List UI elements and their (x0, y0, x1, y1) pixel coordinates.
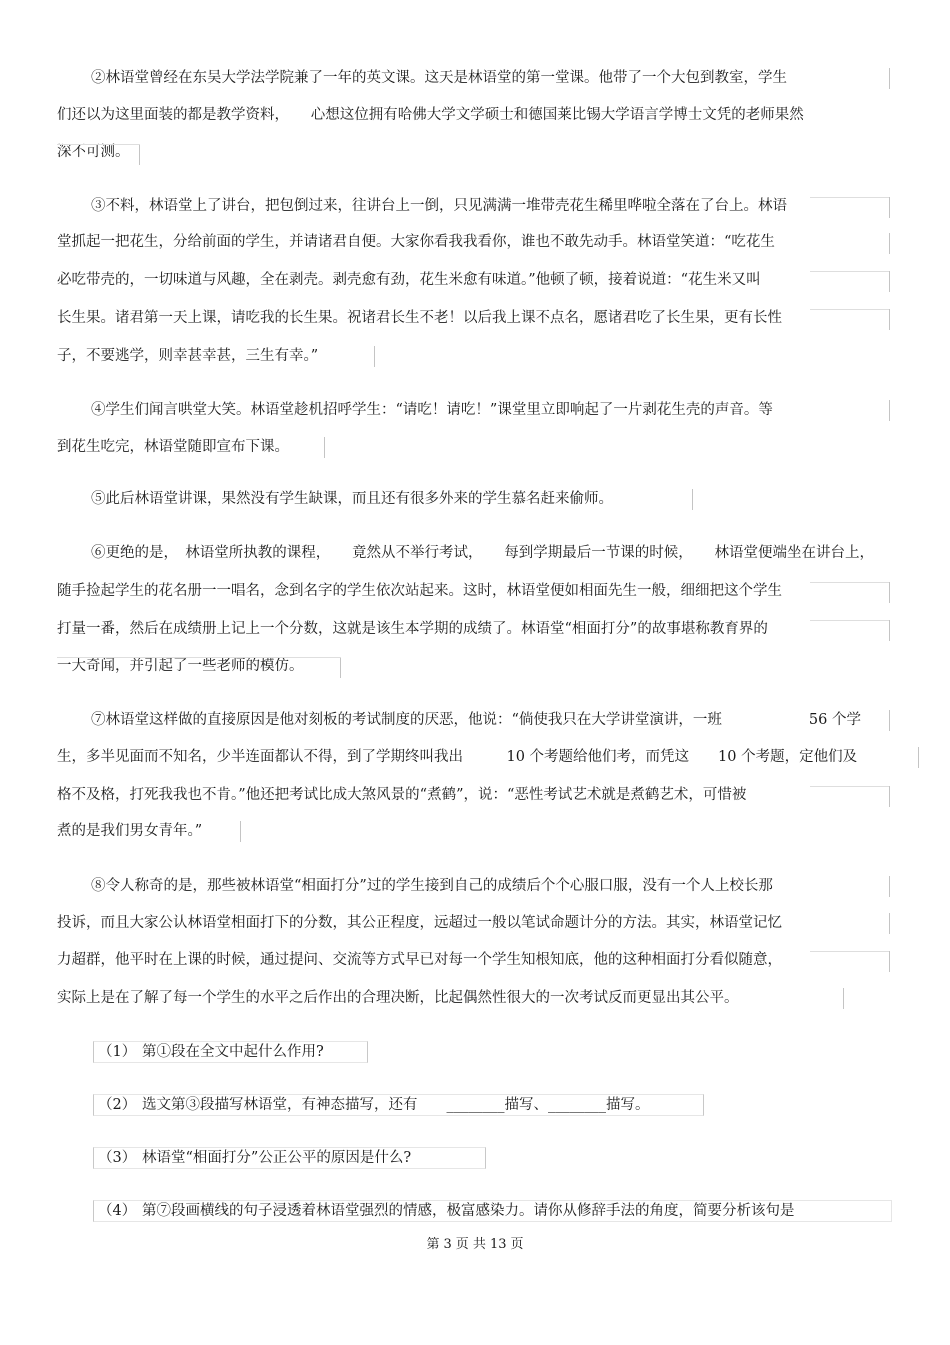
question-1 (93, 1041, 368, 1063)
text-line: 生，多半见面而不知名，少半连面都认不得，到了学期终叫我出 10 个考题给他们考，而凭这 10 个考题，定他们及 (57, 749, 858, 765)
question-number: （4） (98, 1203, 137, 1219)
text-line: 打量一番，然后在成绩册上记上一个分数，这就是该生本学期的成绩了。林语堂“相面打分”的故事堪称教育界的 (57, 621, 768, 637)
line-border (57, 657, 341, 658)
text-line: 必吃带壳的，一切味道与风趣，全在剥壳。剥壳愈有劲，花生米愈有味道。”他顿了顿，接着说道：“花生米又叫 (57, 272, 761, 288)
line-border (57, 144, 140, 145)
line-border (810, 271, 890, 272)
page-number: 3 (443, 1237, 452, 1252)
text-line: 长生果。诸君第一天上课，请吃我的长生果。祝诸君长生不老！以后我上课不点名，愿诸君吃了长生果，更有长性 (57, 310, 782, 326)
line-border (889, 710, 890, 731)
text-line: ④学生们闻言哄堂大笑。林语堂趁机招呼学生：“请吃！请吃！”课堂里立即响起了一片剥花生壳的声音。等 (91, 402, 773, 418)
question-4 (93, 1200, 892, 1222)
line-border (918, 747, 919, 768)
line-border (810, 197, 890, 198)
question-text: 选文第③段描写林语堂，有神态描写，还有 ________描写、________描写。 (142, 1097, 650, 1113)
line-border (692, 489, 693, 510)
line-border (889, 582, 890, 603)
line-border (139, 144, 140, 165)
line-border (889, 913, 890, 934)
question-text: 林语堂“相面打分”公正公平的原因是什么? (142, 1150, 412, 1166)
text-line: ③不料，林语堂上了讲台，把包倒过来，往讲台上一倒，只见满满一堆带壳花生稀里哗啦全落在了台上。林语 (91, 198, 787, 214)
page-footer (0, 1236, 950, 1254)
footer-prefix: 第 (426, 1237, 440, 1252)
question-number: （2） (98, 1097, 137, 1113)
line-border (810, 620, 890, 621)
text-line: 格不及格，打死我我也不肯。”他还把考试比成大煞风景的“煮鹤”，说：“恶性考试艺术就是煮鹤艺术，可惜被 (57, 787, 747, 803)
line-border (843, 988, 844, 1009)
question-text: 第①段在全文中起什么作用? (142, 1044, 324, 1060)
text-line: 实际上是在了解了每一个学生的水平之后作出的合理决断，比起偶然性很大的一次考试反而更显出其公平。 (57, 990, 739, 1006)
text-line: ⑦林语堂这样做的直接原因是他对刻板的考试制度的厌恶，他说：“倘使我只在大学讲堂演讲，一班 56 个学 (91, 712, 861, 728)
line-border (340, 657, 341, 678)
text-line: 随手捡起学生的花名册一一唱名，念到名字的学生依次站起来。这时，林语堂便如相面先生一般，细细把这个学生 (57, 583, 782, 599)
line-border (889, 309, 890, 330)
text-line: 深不可测。 (57, 144, 130, 160)
line-border (810, 786, 890, 787)
line-border (810, 309, 890, 310)
line-border (889, 951, 890, 972)
text-line: ⑧令人称奇的是，那些被林语堂“相面打分”过的学生接到自己的成绩后个个心服口服，没有一个人上校长那 (91, 878, 773, 894)
text-line: 子，不要逃学，则幸甚幸甚，三生有幸。” (57, 348, 319, 364)
text-line: 煮的是我们男女青年。” (57, 823, 203, 839)
line-border (889, 233, 890, 254)
line-border (889, 271, 890, 292)
question-2 (93, 1094, 704, 1116)
line-border (889, 197, 890, 218)
question-number: （1） (98, 1044, 137, 1060)
footer-mid: 页 共 (455, 1237, 486, 1252)
line-border (889, 786, 890, 807)
line-border (324, 437, 325, 458)
line-border (240, 821, 241, 842)
text-line: 力超群，他平时在上课的时候，通过提问、交流等方式早已对每一个学生知根知底，他的这种相面打分看似随意， (57, 952, 782, 968)
text-line: 一大奇闻，并引起了一些老师的模仿。 (57, 658, 304, 674)
text-line: 到花生吃完，林语堂随即宣布下课。 (57, 439, 289, 455)
text-line: ⑤此后林语堂讲课，果然没有学生缺课，而且还有很多外来的学生慕名赶来偷师。 (91, 491, 613, 507)
question-number: （3） (98, 1150, 137, 1166)
text-line: ②林语堂曾经在东吴大学法学院兼了一年的英文课。这天是林语堂的第一堂课。他带了一个大包到教室，学生 (91, 70, 787, 86)
total-pages: 13 (489, 1237, 507, 1252)
line-border (374, 346, 375, 367)
question-3 (93, 1147, 486, 1169)
line-border (810, 582, 890, 583)
question-text: 第⑦段画横线的句子浸透着林语堂强烈的情感，极富感染力。请你从修辞手法的角度，简要分析该句是 (142, 1203, 795, 1219)
line-border (889, 400, 890, 421)
line-border (889, 68, 890, 89)
line-border (889, 876, 890, 897)
line-border (810, 951, 890, 952)
text-line: ⑥更绝的是， 林语堂所执教的课程， 竟然从不举行考试， 每到学期最后一节课的时候， 林语堂便端坐在讲台上， (91, 545, 874, 561)
text-line: 们还以为这里面装的都是教学资料， 心想这位拥有哈佛大学文学硕士和德国莱比锡大学语言学博士文凭的老师果然 (57, 107, 804, 123)
footer-suffix: 页 (510, 1237, 524, 1252)
line-border (889, 620, 890, 641)
text-line: 堂抓起一把花生，分给前面的学生，并请诸君自便。大家你看我我看你，谁也不敢先动手。林语堂笑道：“吃花生 (57, 234, 775, 250)
text-line: 投诉，而且大家公认林语堂相面打下的分数，其公正程度，远超过一般以笔试命题计分的方法。其实，林语堂记忆 (57, 915, 782, 931)
